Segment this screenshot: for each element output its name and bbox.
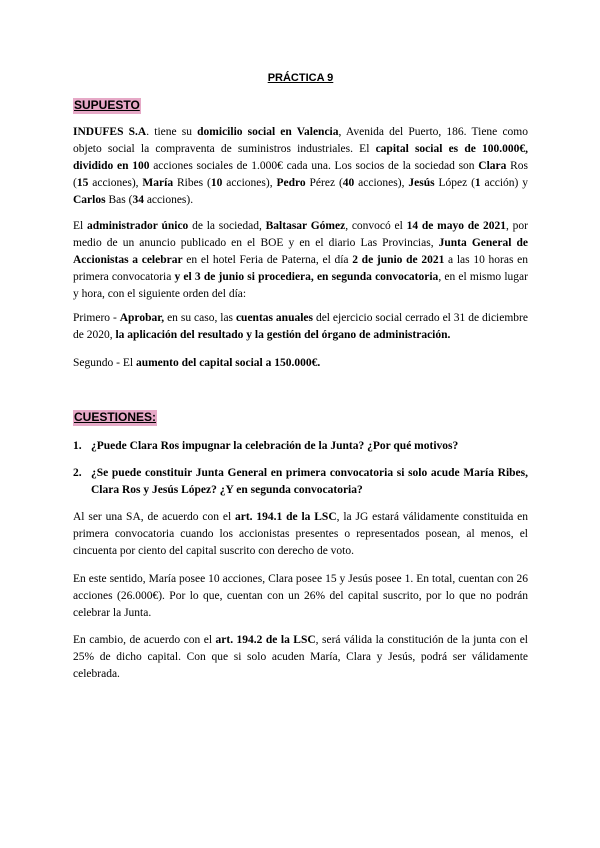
answer-paragraph-3: En cambio, de acuerdo con el art. 194.2 de la LSC, será válida la constitución de la junta con el 25% de dicho capital. Con que si solo acuden María, Clara y Jesús, podrá ser válidamente celebrada. [73,634,529,680]
question-text: ¿Se puede constituir Junta General en primera convocatoria si solo acude María Ribes, Clara Ros y Jesús López? ¿Y en segunda convocatoria? [91,467,528,496]
page-title: PRÁCTICA 9 [267,72,334,84]
supuesto-paragraph-4: Segundo - El aumento del capital social a 150.000€. [73,357,321,369]
answer-paragraph-1: Al ser una SA, de acuerdo con el art. 194.1 de la LSC, la JG estará válidamente constituida en primera convocatoria cuando los accionistas presentes o representados posean, al menos, el cincuenta por ciento del capital suscrito con derecho de voto. [73,511,528,557]
question-text: ¿Puede Clara Ros impugnar la celebración de la Junta? ¿Por qué motivos? [91,440,459,452]
cuestiones-heading: CUESTIONES: [74,410,157,424]
answer-paragraph-2: En este sentido, María posee 10 acciones, Clara posee 15 y Jesús posee 1. En total, cuentan con 26 acciones (26.000€). Por lo que, cuentan con un 26% del capital suscrito, por lo que no podrán celebrar la Junta. [73,573,528,619]
supuesto-paragraph-2: El administrador único de la sociedad, Baltasar Gómez, convocó el 14 de mayo de 2021, por medio de un anuncio publicado en el BOE y en el diario Las Provincias, Junta General de Accionistas a celebrar en el hotel Feria de Paterna, el día 2 de junio de 2021 a las 10 horas en primera convocatoria y el 3 de junio si procediera, en segunda convocatoria, en el mismo lugar y hora, con el siguiente orden del día: [73,220,528,300]
question-list [73,438,528,509]
question-item [73,465,528,499]
supuesto-heading: SUPUESTO [74,98,140,112]
question-number: 2. [73,467,82,479]
question-number: 1. [73,440,82,452]
supuesto-paragraph-1: INDUFES S.A. tiene su domicilio social en Valencia, Avenida del Puerto, 186. Tiene como objeto social la compraventa de suministros industriales. El capital social es de 100.000€, dividido en 100 acciones sociales de 1.000€ cada una. Los socios de la sociedad son Clara Ros (15 acciones), María Ribes (10 acciones), Pedro Pérez (40 acciones), Jesús López (1 acción) y Carlos Bas (34 acciones). [73,126,529,206]
supuesto-paragraph-3: Primero - Aprobar, en su caso, las cuentas anuales del ejercicio social cerrado el 31 de diciembre de 2020, la aplicación del resultado y la gestión del órgano de administración. [73,312,528,341]
question-item [73,438,528,455]
